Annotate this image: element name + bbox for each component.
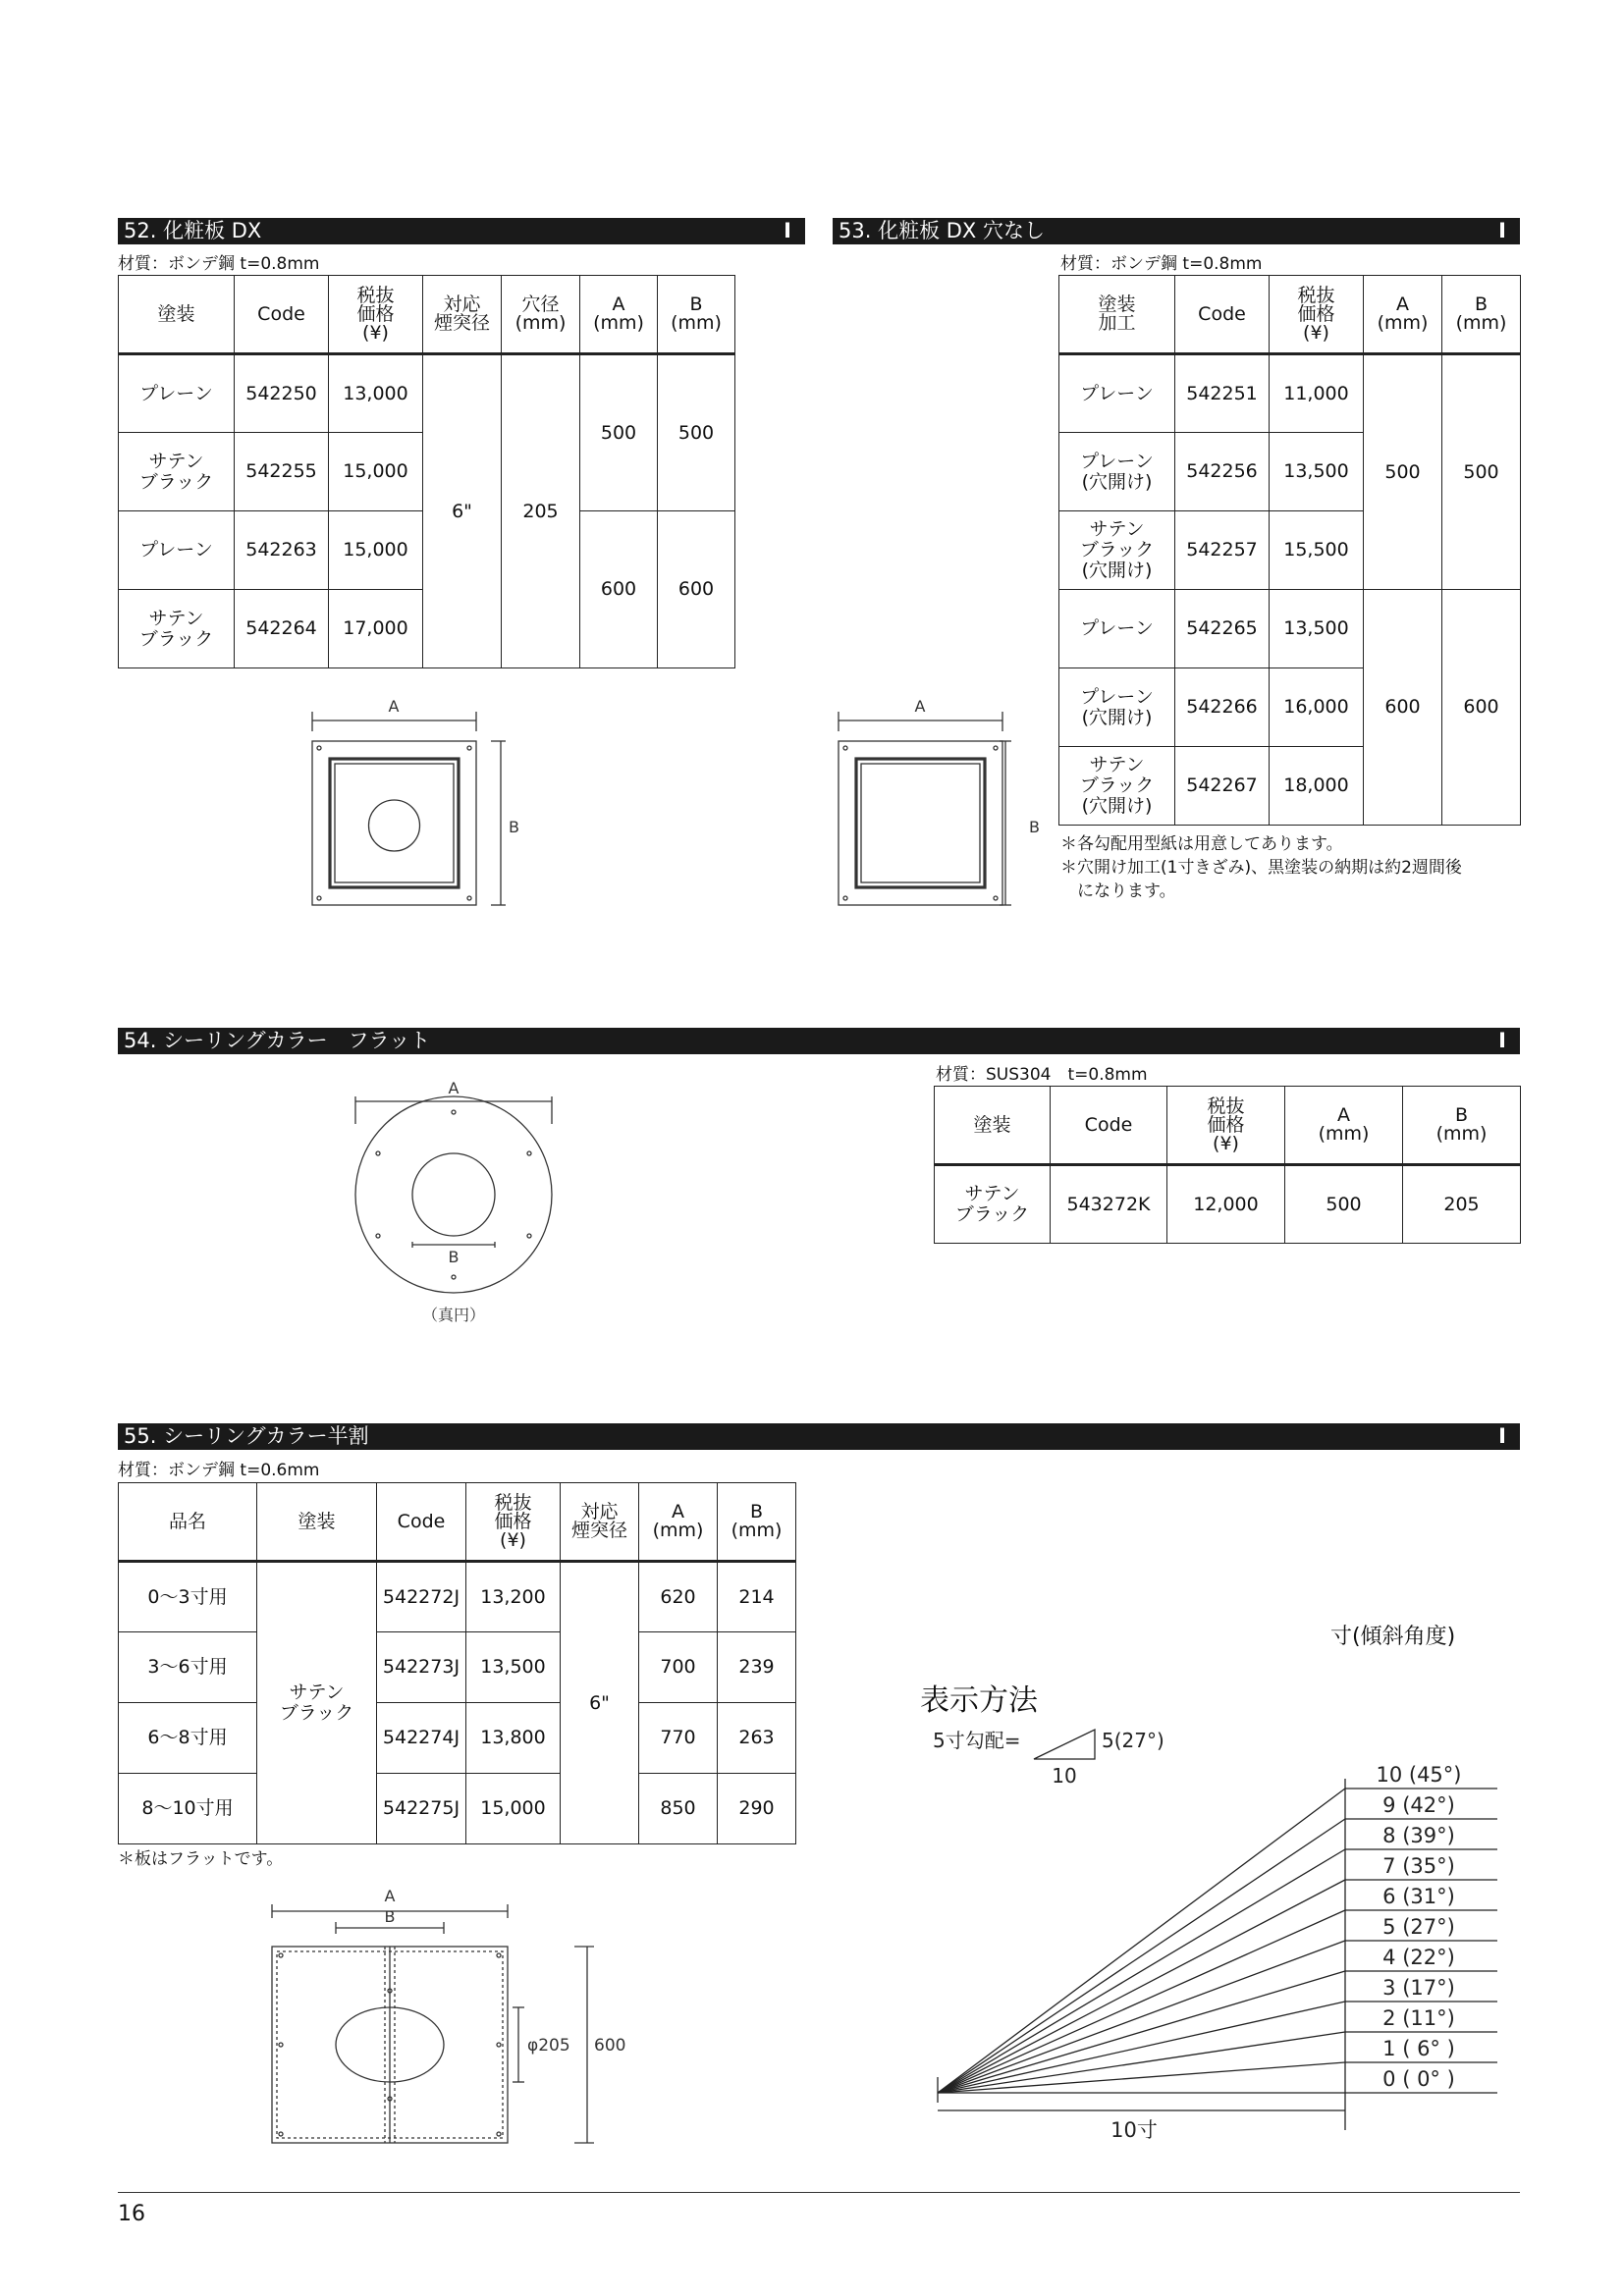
b-cell: 263 bbox=[718, 1703, 796, 1774]
a-cell: 500 bbox=[1285, 1165, 1403, 1244]
dim-a-label: A bbox=[384, 1887, 396, 1905]
table-header-cell: 対応 煙突径 bbox=[561, 1483, 639, 1562]
table-header-row bbox=[935, 1087, 1521, 1165]
code-cell: 542255 bbox=[235, 433, 329, 511]
example-run: 10 bbox=[1052, 1764, 1077, 1788]
table-header-cell: 塗装 bbox=[935, 1087, 1051, 1165]
name-cell: 3〜6寸用 bbox=[119, 1632, 257, 1703]
section-52-material: 材質：ボンデ鋼 t=0.8mm bbox=[118, 254, 320, 274]
code-cell: 543272K bbox=[1051, 1165, 1167, 1244]
table-header-cell: Code bbox=[235, 276, 329, 354]
a-cell: 620 bbox=[639, 1562, 718, 1632]
table-row bbox=[119, 1703, 796, 1774]
dim-phi-label: φ205 bbox=[527, 2036, 570, 2056]
dim-600-label: 600 bbox=[594, 2036, 626, 2056]
price-cell: 16,000 bbox=[1270, 668, 1364, 747]
section-55-table bbox=[118, 1482, 796, 1844]
slope-label: 1 ( 6° ) bbox=[1382, 2037, 1455, 2060]
finish-cell: プレーン bbox=[1059, 590, 1175, 668]
section-52-mark: I bbox=[784, 219, 791, 242]
price-cell: 18,000 bbox=[1270, 747, 1364, 826]
a-cell: 700 bbox=[639, 1632, 718, 1703]
table-row bbox=[1059, 354, 1521, 433]
section-54-material: 材質：SUS304 t=0.8mm bbox=[936, 1065, 1148, 1085]
slope-label: 8 (39°) bbox=[1382, 1824, 1455, 1847]
price-cell: 13,500 bbox=[466, 1632, 561, 1703]
slope-label: 10 (45°) bbox=[1376, 1763, 1462, 1787]
code-cell: 542273J bbox=[377, 1632, 466, 1703]
code-cell: 542257 bbox=[1175, 511, 1270, 590]
table-header-cell: 税抜 価格 (¥) bbox=[466, 1483, 561, 1562]
table-row bbox=[119, 354, 735, 433]
price-cell: 15,000 bbox=[329, 511, 423, 590]
section-54-title-bar bbox=[118, 1028, 1520, 1054]
note-line: ＊穴開け加工(1寸きざみ)、黒塗装の納期は約2週間後 bbox=[1060, 858, 1462, 878]
dim-b-label: B bbox=[1029, 818, 1040, 836]
note-line: ＊各勾配用型紙は用意してあります。 bbox=[1060, 834, 1343, 854]
slope-title: 表示方法 bbox=[920, 1683, 1038, 1718]
section-53-notes bbox=[1060, 832, 1462, 903]
slope-label: 2 (11°) bbox=[1382, 2006, 1455, 2030]
finish-cell: プレーン (穴開け) bbox=[1059, 668, 1175, 747]
table-header-cell: B (mm) bbox=[1403, 1087, 1521, 1165]
a-cell: 850 bbox=[639, 1774, 718, 1844]
table-header-cell: 税抜 価格 (¥) bbox=[1270, 276, 1364, 354]
table-row bbox=[119, 1774, 796, 1844]
finish-cell: サテン ブラック (穴開け) bbox=[1059, 747, 1175, 826]
slope-label: 3 (17°) bbox=[1382, 1976, 1455, 2000]
section-55-drawing bbox=[255, 1883, 668, 2158]
note-line: になります。 bbox=[1060, 881, 1176, 901]
price-cell: 15,000 bbox=[329, 433, 423, 511]
example-label: 5寸勾配= bbox=[933, 1729, 1021, 1752]
table-row bbox=[119, 1562, 796, 1632]
slope-label: 4 (22°) bbox=[1382, 1946, 1455, 1969]
finish-cell: サテン ブラック bbox=[119, 590, 235, 668]
b-cell: 500 bbox=[658, 354, 735, 511]
section-54-table bbox=[934, 1086, 1521, 1244]
table-row bbox=[119, 1632, 796, 1703]
slope-label: 6 (31°) bbox=[1382, 1885, 1455, 1908]
price-cell: 17,000 bbox=[329, 590, 423, 668]
dim-b-label: B bbox=[448, 1248, 460, 1266]
code-cell: 542272J bbox=[377, 1562, 466, 1632]
slope-label: 7 (35°) bbox=[1382, 1854, 1455, 1878]
dim-b-label: B bbox=[509, 818, 519, 836]
b-cell: 205 bbox=[1403, 1165, 1521, 1244]
price-cell: 15,000 bbox=[466, 1774, 561, 1844]
footer-rule bbox=[118, 2192, 1520, 2193]
name-cell: 8〜10寸用 bbox=[119, 1774, 257, 1844]
price-cell: 11,000 bbox=[1270, 354, 1364, 433]
section-52-drawing bbox=[295, 687, 530, 923]
finish-cell: プレーン bbox=[1059, 354, 1175, 433]
table-header-cell: Code bbox=[1175, 276, 1270, 354]
price-cell: 13,500 bbox=[1270, 433, 1364, 511]
table-header-cell: Code bbox=[377, 1483, 466, 1562]
chimney-cell: 6" bbox=[561, 1562, 639, 1844]
slope-label: 9 (42°) bbox=[1382, 1793, 1455, 1817]
price-cell: 13,500 bbox=[1270, 590, 1364, 668]
finish-cell: サテン ブラック (穴開け) bbox=[1059, 511, 1175, 590]
section-53-drawing bbox=[821, 687, 1056, 923]
code-cell: 542250 bbox=[235, 354, 329, 433]
table-header-cell: 塗装 bbox=[257, 1483, 377, 1562]
finish-cell: サテン ブラック bbox=[257, 1562, 377, 1844]
code-cell: 542274J bbox=[377, 1703, 466, 1774]
a-cell: 600 bbox=[580, 511, 658, 668]
b-cell: 500 bbox=[1442, 354, 1521, 590]
section-53-mark: I bbox=[1498, 219, 1506, 242]
a-cell: 770 bbox=[639, 1703, 718, 1774]
a-cell: 500 bbox=[580, 354, 658, 511]
table-header-cell: 対応 煙突径 bbox=[423, 276, 502, 354]
section-52-title: 52. 化粧板 DX bbox=[124, 219, 262, 242]
section-53-material: 材質：ボンデ鋼 t=0.8mm bbox=[1060, 254, 1263, 274]
page-number: 16 bbox=[118, 2202, 145, 2226]
dim-a-label: A bbox=[388, 697, 400, 716]
b-cell: 290 bbox=[718, 1774, 796, 1844]
section-55-mark: I bbox=[1498, 1424, 1506, 1448]
finish-cell: サテン ブラック bbox=[935, 1165, 1051, 1244]
finish-cell: プレーン bbox=[119, 511, 235, 590]
code-cell: 542267 bbox=[1175, 747, 1270, 826]
b-cell: 600 bbox=[1442, 590, 1521, 826]
hole-cell: 205 bbox=[502, 354, 580, 668]
price-cell: 15,500 bbox=[1270, 511, 1364, 590]
section-55-title-bar bbox=[118, 1423, 1520, 1450]
b-cell: 214 bbox=[718, 1562, 796, 1632]
section-54-mark: I bbox=[1498, 1029, 1506, 1052]
table-header-cell: Code bbox=[1051, 1087, 1167, 1165]
section-55-note: ＊板はフラットです。 bbox=[118, 1849, 284, 1869]
table-header-cell: B (mm) bbox=[718, 1483, 796, 1562]
code-cell: 542265 bbox=[1175, 590, 1270, 668]
table-header-cell: A (mm) bbox=[1285, 1087, 1403, 1165]
slope-base-label: 10寸 bbox=[1110, 2118, 1158, 2142]
finish-cell: サテン ブラック bbox=[119, 433, 235, 511]
slope-diagram bbox=[923, 1659, 1512, 2150]
slope-header: 寸(傾斜角度) bbox=[1330, 1625, 1456, 1649]
section-54-title: 54. シーリングカラー フラット bbox=[124, 1029, 431, 1052]
price-cell: 13,200 bbox=[466, 1562, 561, 1632]
b-cell: 239 bbox=[718, 1632, 796, 1703]
table-header-cell: A (mm) bbox=[639, 1483, 718, 1562]
finish-cell: プレーン bbox=[119, 354, 235, 433]
a-cell: 600 bbox=[1364, 590, 1442, 826]
price-cell: 12,000 bbox=[1167, 1165, 1285, 1244]
table-header-cell: B (mm) bbox=[658, 276, 735, 354]
table-header-cell: B (mm) bbox=[1442, 276, 1521, 354]
example-rise: 5(27°) bbox=[1102, 1729, 1164, 1752]
chimney-cell: 6" bbox=[423, 354, 502, 668]
dim-a-label: A bbox=[914, 697, 926, 716]
code-cell: 542275J bbox=[377, 1774, 466, 1844]
table-header-row bbox=[119, 276, 735, 354]
finish-cell: プレーン (穴開け) bbox=[1059, 433, 1175, 511]
section-52-title-bar bbox=[118, 218, 805, 244]
code-cell: 542256 bbox=[1175, 433, 1270, 511]
section-54-drawing bbox=[334, 1075, 569, 1330]
name-cell: 6〜8寸用 bbox=[119, 1703, 257, 1774]
price-cell: 13,000 bbox=[329, 354, 423, 433]
slope-label: 5 (27°) bbox=[1382, 1915, 1455, 1939]
section-52-table bbox=[118, 275, 735, 668]
table-header-cell: 品名 bbox=[119, 1483, 257, 1562]
code-cell: 542264 bbox=[235, 590, 329, 668]
section-55-material: 材質：ボンデ鋼 t=0.6mm bbox=[118, 1461, 320, 1480]
table-header-row bbox=[1059, 276, 1521, 354]
a-cell: 500 bbox=[1364, 354, 1442, 590]
table-row bbox=[935, 1165, 1521, 1244]
table-header-cell: 税抜 価格 (¥) bbox=[1167, 1087, 1285, 1165]
drawing-caption: （真円） bbox=[421, 1306, 486, 1324]
table-header-cell: 税抜 価格 (¥) bbox=[329, 276, 423, 354]
code-cell: 542266 bbox=[1175, 668, 1270, 747]
table-header-cell: A (mm) bbox=[580, 276, 658, 354]
b-cell: 600 bbox=[658, 511, 735, 668]
section-53-table bbox=[1058, 275, 1521, 826]
section-53-title: 53. 化粧板 DX 穴なし bbox=[839, 219, 1045, 242]
table-header-cell: A (mm) bbox=[1364, 276, 1442, 354]
table-header-cell: 塗装 bbox=[119, 276, 235, 354]
table-row bbox=[1059, 590, 1521, 668]
code-cell: 542263 bbox=[235, 511, 329, 590]
table-header-row bbox=[119, 1483, 796, 1562]
price-cell: 13,800 bbox=[466, 1703, 561, 1774]
dim-a-label: A bbox=[448, 1079, 460, 1097]
section-55-title: 55. シーリングカラー半割 bbox=[124, 1424, 369, 1448]
name-cell: 0〜3寸用 bbox=[119, 1562, 257, 1632]
dim-b-label: B bbox=[384, 1907, 396, 1926]
code-cell: 542251 bbox=[1175, 354, 1270, 433]
table-header-cell: 穴径 (mm) bbox=[502, 276, 580, 354]
section-53-title-bar bbox=[833, 218, 1520, 244]
slope-label: 0 ( 0° ) bbox=[1382, 2067, 1455, 2091]
table-header-cell: 塗装 加工 bbox=[1059, 276, 1175, 354]
